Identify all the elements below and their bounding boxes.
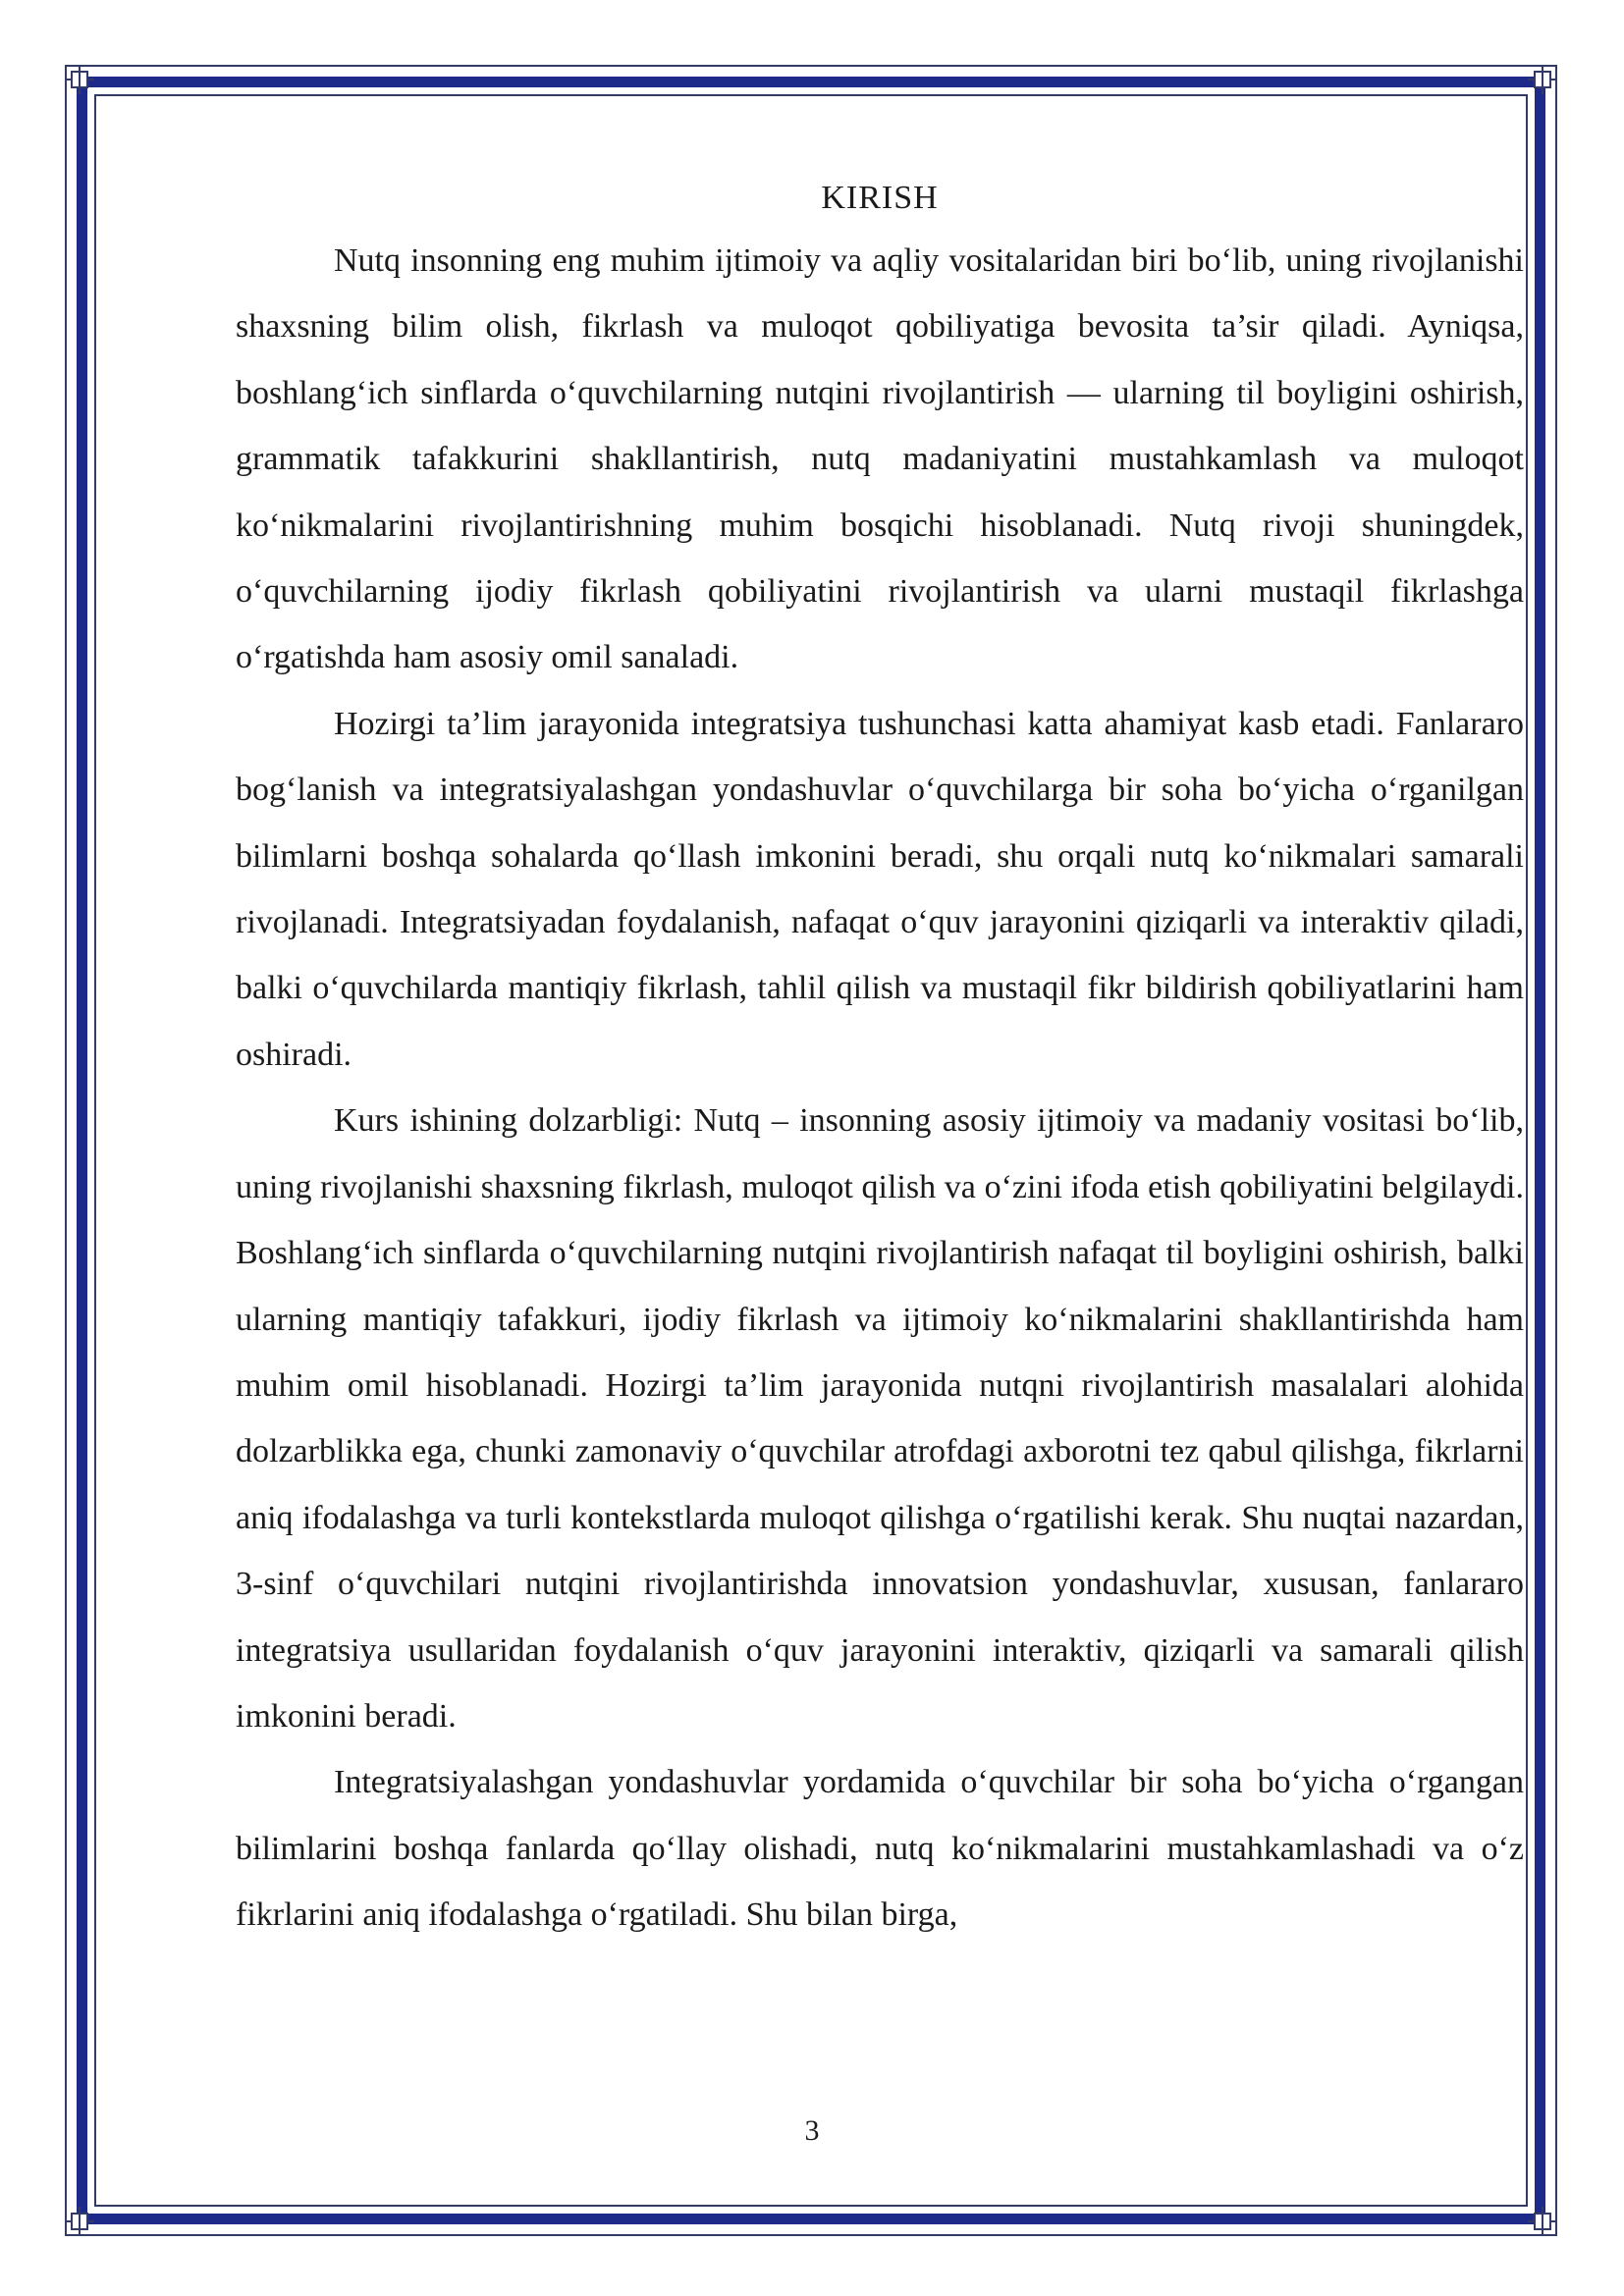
paragraph-integration: Hozirgi ta’lim jarayonida integratsiya tushunchasi katta ahamiyat kasb etadi. Fanlararo bog‘lanish va integratsiyalashgan yondashuvlar o‘quvchilarga bir soha bo‘yicha o‘rganilgan bilimlarni boshqa sohalarda qo‘llash imkonini beradi, shu orqali nutq ko‘nikmalari samarali rivojlanadi. Integratsiyadan foydalanish, nafaqat o‘quv jarayonini qiziqarli va interaktiv qiladi, balki o‘quvchilarda mantiqiy fikrlash, tahlil qilish va mustaqil fikr bildirish qobiliyatlarini ham oshiradi.: [236, 705, 1524, 1073]
paragraph-approaches: Integratsiyalashgan yondashuvlar yordamida o‘quvchilar bir soha bo‘yicha o‘rgangan bilimlarini boshqa fanlarda qo‘llay olishadi, nutq ko‘nikmalarini mustahkamlashadi va o‘z fikrlarini aniq ifodalashga o‘rgatiladi. Shu bilan birga,: [236, 1764, 1524, 1934]
corner-ornament-top-right: [1528, 65, 1557, 94]
corner-ornament-top-left: [65, 65, 94, 94]
paragraph-intro: Nutq insonning eng muhim ijtimoiy va aqliy vositalaridan biri bo‘lib, uning rivojlanishi shaxsning bilim olish, fikrlash va muloqot qobiliyatiga bevosita ta’sir qiladi. Ayniqsa, boshlang‘ich sinflarda o‘quvchilarning nutqini rivojlantirish — ularning til boyligini oshirish, grammatik tafakkurini shakllantirish, nutq madaniyatini mustahkamlash va muloqot ko‘nikmalarini rivojlantirishning muhim bosqichi hisoblanadi. Nutq rivoji shuningdek, o‘quvchilarning ijodiy fikrlash qobiliyatini rivojlantirish va ularni mustaqil fikrlashga o‘rgatishda ham asosiy omil sanaladi.: [236, 242, 1524, 676]
document-body: [236, 177, 1524, 1949]
page-number: 3: [804, 2114, 820, 2147]
paragraph-relevance: Kurs ishining dolzarbligi: Nutq – insonning asosiy ijtimoiy va madaniy vositasi bo‘lib, uning rivojlanishi shaxsning fikrlash, muloqot qilish va o‘zini ifoda etish qobiliyatini belgilaydi. Boshlang‘ich sinflarda o‘quvchilarning nutqini rivojlantirish nafaqat til boyligini oshirish, balki ularning mantiqiy tafakkuri, ijodiy fikrlash va ijtimoiy ko‘nikmalarini shakllantirishda ham muhim omil hisoblanadi. Hozirgi ta’lim jarayonida nutqni rivojlantirish masalalari alohida dolzarblikka ega, chunki zamonaviy o‘quvchilar atrofdagi axborotni tez qabul qilishga, fikrlarni aniq ifodalashga va turli kontekstlarda muloqot qilishga o‘rgatilishi kerak. Shu nuqtai nazardan, 3-sinf o‘quvchilari nutqini rivojlantirishda innovatsion yondashuvlar, xususan, fanlararo integratsiya usullaridan foydalanish o‘quv jarayonini interaktiv, qiziqarli va samarali qilish imkonini beradi.: [236, 1102, 1524, 1735]
corner-ornament-bottom-right: [1528, 2207, 1557, 2236]
section-title: KIRISH: [821, 180, 939, 216]
corner-ornament-bottom-left: [65, 2207, 94, 2236]
